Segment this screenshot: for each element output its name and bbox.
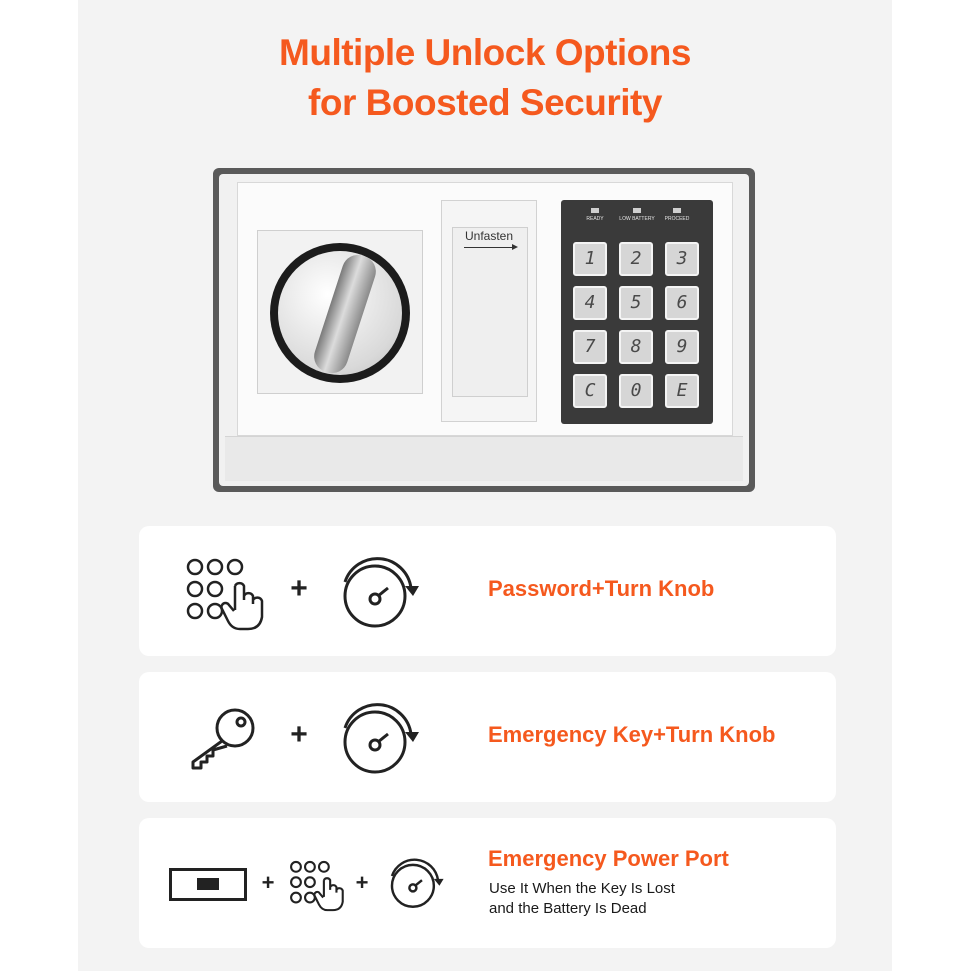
option-card-power-port (139, 818, 836, 948)
plus-sign: + (290, 572, 308, 605)
key-icon (189, 706, 259, 772)
keypad-key-3[interactable]: 3 (665, 242, 699, 276)
proceed-led (673, 208, 681, 213)
option-title-power-port: Emergency Power Port (488, 846, 729, 871)
keypad-key-6[interactable]: 6 (665, 286, 699, 320)
keypad-key-4[interactable]: 4 (573, 286, 607, 320)
indicator-label-low-battery: LOW BATTERY (619, 216, 655, 222)
low-battery-led (633, 208, 641, 213)
keypad-press-icon (185, 556, 271, 630)
keypad-key-7[interactable]: 7 (573, 330, 607, 364)
keypad-key-5[interactable]: 5 (619, 286, 653, 320)
option-card-emergency-key (139, 672, 836, 802)
unfasten-plate (441, 200, 537, 422)
turn-knob-icon (385, 856, 445, 910)
option-title-password: Password+Turn Knob (488, 576, 715, 601)
option-subtitle-line1: Use It When the Key Is Lost (489, 880, 675, 897)
arrow-right-icon (464, 247, 516, 248)
option-card-password (139, 526, 836, 656)
indicator-label-proceed: PROCEED (664, 216, 690, 222)
knob-handle (310, 251, 380, 378)
keypad-key-e[interactable]: E (665, 374, 699, 408)
turn-knob-icon (335, 554, 421, 630)
keypad-key-c[interactable]: C (573, 374, 607, 408)
keypad-key-0[interactable]: 0 (619, 374, 653, 408)
indicator-label-ready: READY (586, 216, 604, 222)
keypad-key-1[interactable]: 1 (573, 242, 607, 276)
unfasten-label: Unfasten (464, 229, 514, 243)
page-title-line1: Multiple Unlock Options (279, 32, 691, 73)
turn-knob-icon (335, 700, 421, 776)
option-title-emergency-key: Emergency Key+Turn Knob (488, 722, 776, 747)
keypad-key-2[interactable]: 2 (619, 242, 653, 276)
option-subtitle-line2: and the Battery Is Dead (489, 900, 647, 917)
keypad-press-icon (289, 858, 349, 912)
knob-face (278, 251, 402, 375)
plus-sign: + (261, 870, 275, 895)
turn-knob[interactable] (270, 243, 410, 383)
knob-plate (257, 230, 423, 394)
keypad (561, 200, 713, 424)
plus-sign: + (355, 870, 369, 895)
page-title-line2: for Boosted Security (308, 82, 662, 123)
unfasten-slot (452, 227, 528, 397)
keypad-key-9[interactable]: 9 (665, 330, 699, 364)
safe-lock-panel (213, 168, 755, 492)
plus-sign: + (290, 718, 308, 751)
keypad-key-8[interactable]: 8 (619, 330, 653, 364)
safe-bottom-strip (225, 436, 743, 481)
usb-port-icon (169, 868, 249, 902)
ready-led (591, 208, 599, 213)
safe-face (219, 174, 749, 486)
